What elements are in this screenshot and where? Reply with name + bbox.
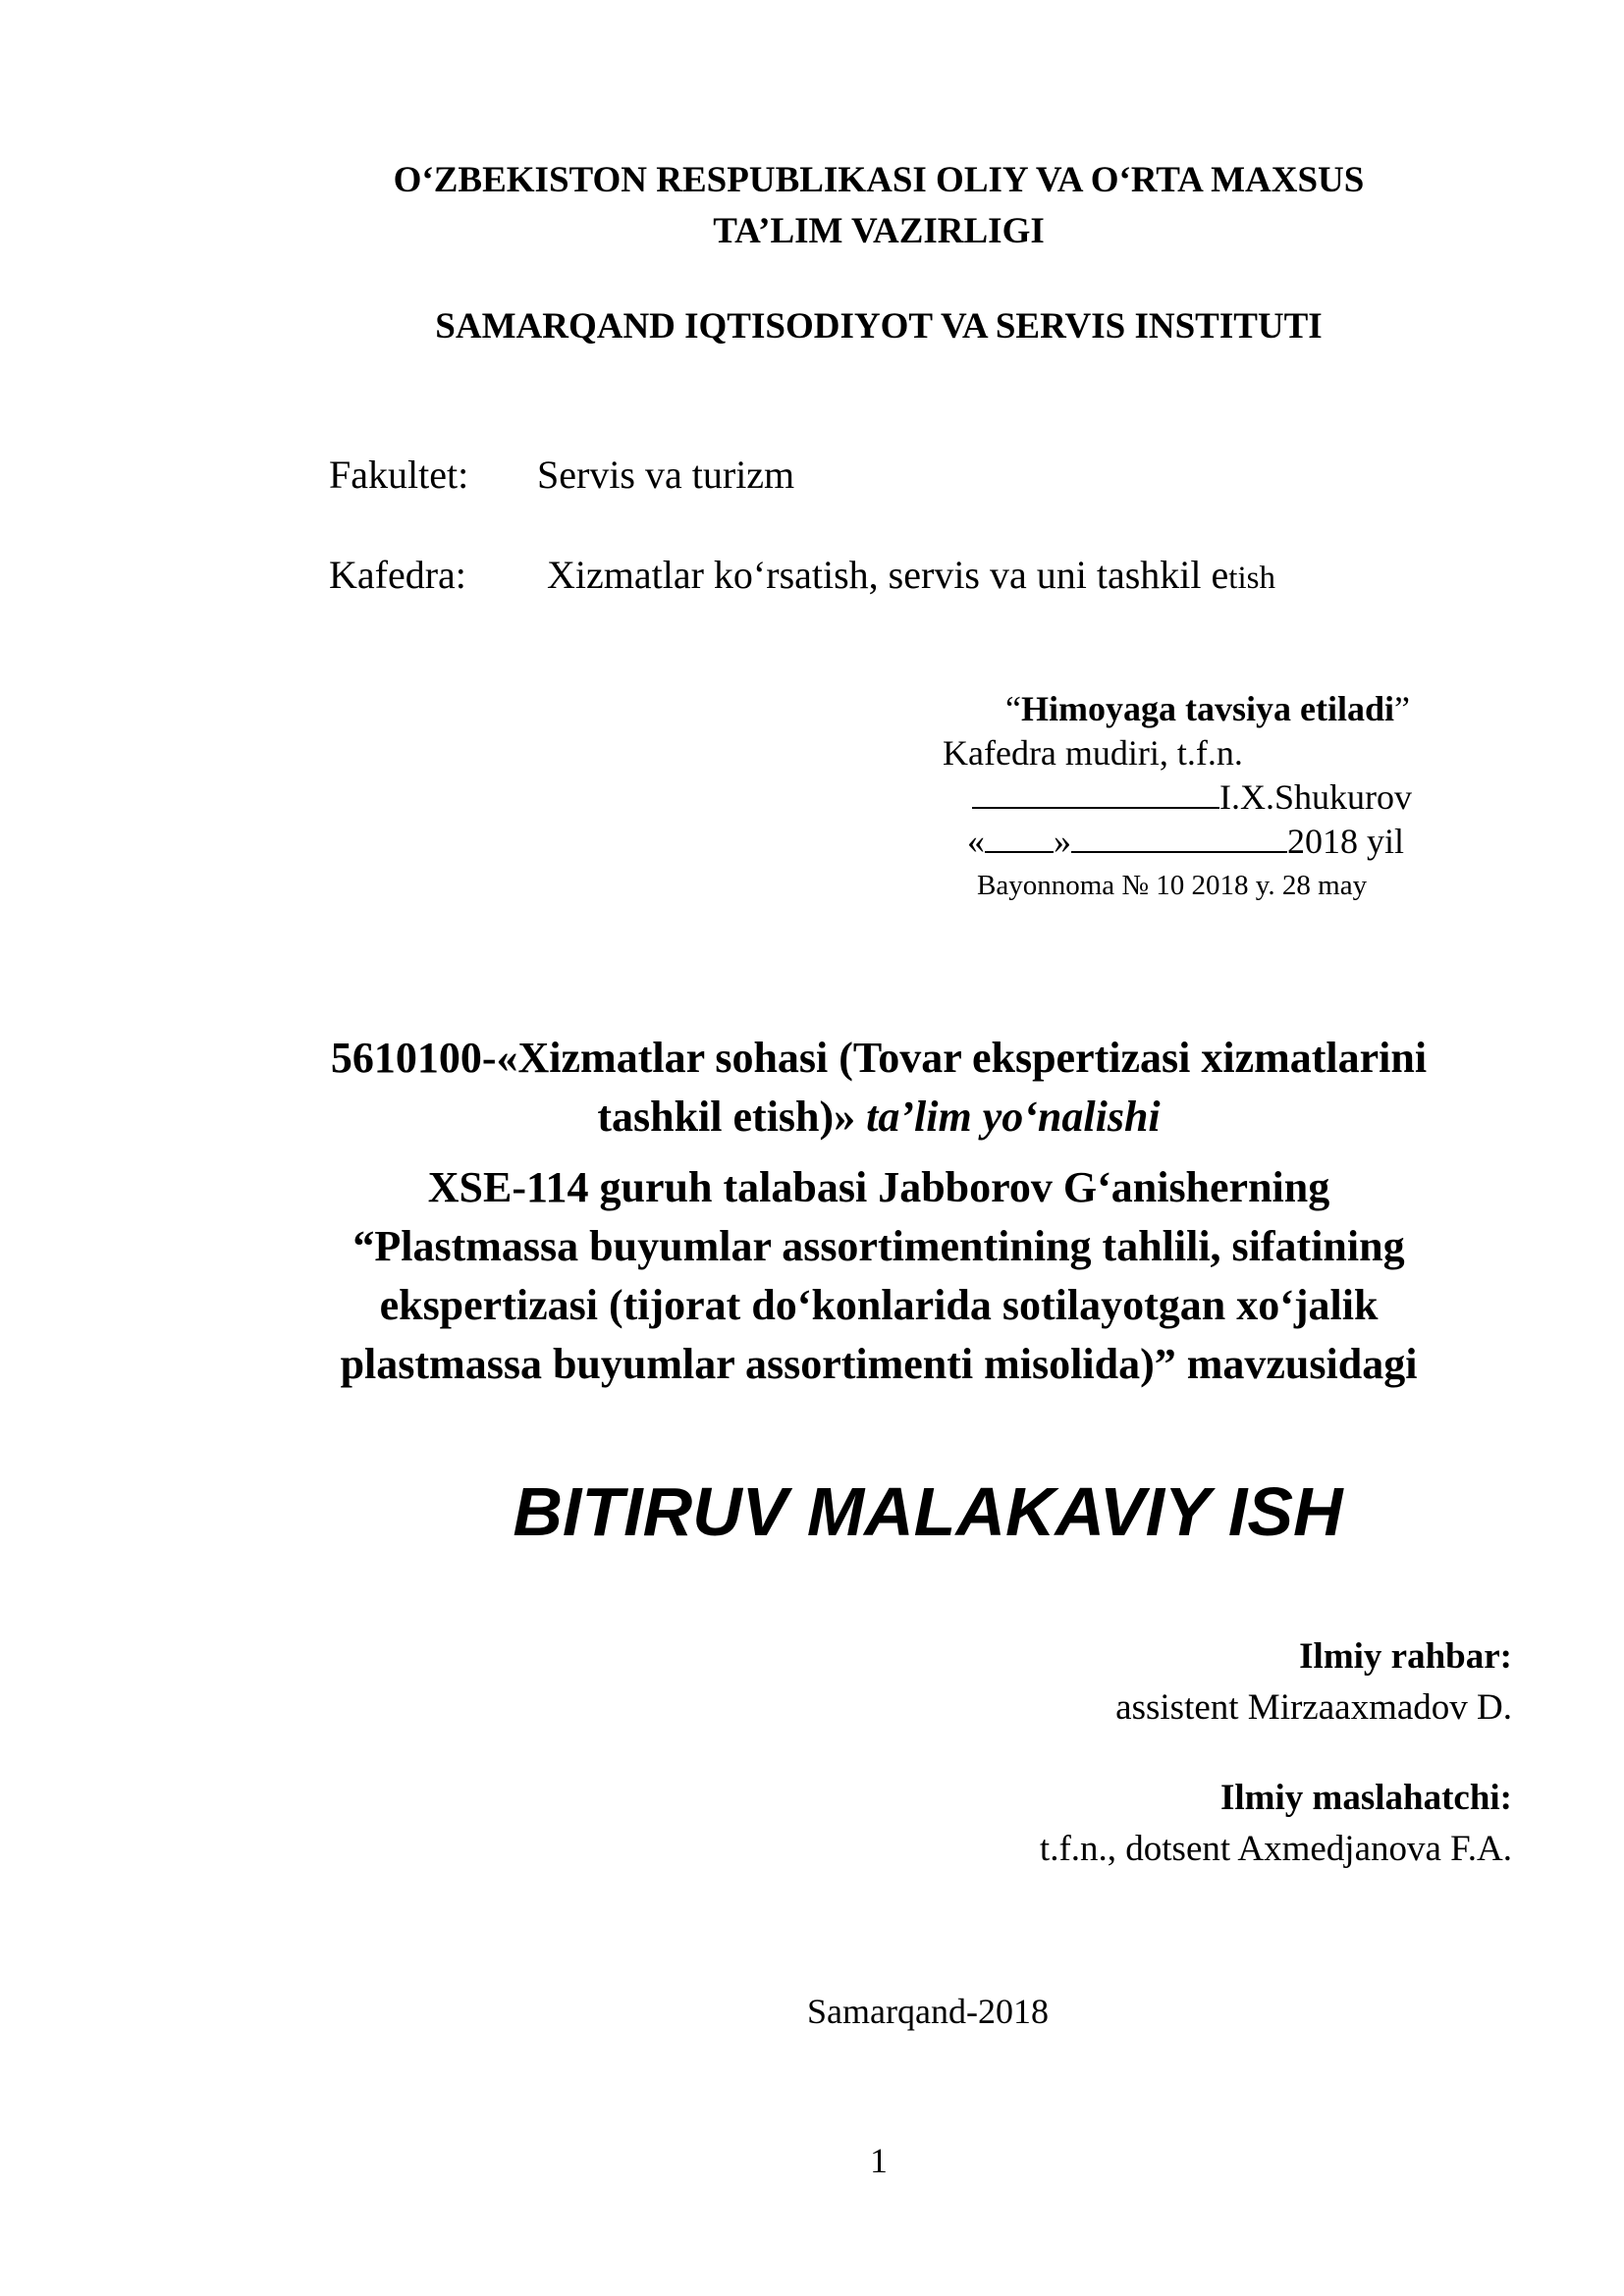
topic-line-1: XSE-114 guruh talabasi Jabborov G‘anisherning	[427, 1163, 1330, 1211]
faculty-value: Servis va turizm	[537, 453, 795, 497]
ministry-header	[0, 155, 1624, 257]
department-label: Kafedra:	[329, 553, 466, 597]
direction-line-2	[0, 1088, 1624, 1147]
date-month-underline	[1071, 820, 1287, 853]
supervisor-label: Ilmiy rahbar:	[1299, 1636, 1512, 1677]
approval-title-text: Himoyaga tavsiya etiladi	[1021, 689, 1394, 728]
advisor-name: t.f.n., dotsent Axmedjanova F.A.	[1039, 1829, 1512, 1869]
supervisor-name: assistent Mirzaaxmadov D.	[1115, 1687, 1512, 1728]
date-open-guillemet: «	[967, 822, 985, 861]
faculty-label: Fakultet:	[329, 453, 469, 497]
faculty-row	[329, 450, 794, 501]
direction-line-1: 5610100-«Xizmatlar sohasi (Tovar ekspertizasi xizmatlarini	[330, 1034, 1428, 1082]
department-row	[329, 550, 1275, 604]
thesis-topic	[0, 1158, 1624, 1394]
ministry-line-2: TA’LIM VAZIRLIGI	[713, 211, 1045, 251]
approval-signatory: I.X.Shukurov	[1219, 777, 1412, 817]
topic-line-4: plastmassa buyumlar assortimenti misolida)” mavzusidagi	[340, 1340, 1418, 1388]
approval-protocol: Bayonnoma № 10 2018 y. 28 may	[977, 870, 1368, 901]
signature-underline	[972, 775, 1219, 809]
direction-line-2-bold: tashkil etish)»	[597, 1093, 867, 1141]
date-close-guillemet: »	[1054, 822, 1071, 861]
topic-line-3: ekspertizasi (tijorat do‘konlarida sotilayotgan xo‘jalik	[379, 1281, 1379, 1329]
approval-date-line	[967, 820, 1488, 864]
department-value-main: Xizmatlar ko‘rsatish, servis va uni tashkil e	[547, 553, 1229, 597]
approval-open-quote: “	[1005, 689, 1021, 728]
study-direction	[0, 1029, 1624, 1147]
page-number: 1	[870, 2141, 888, 2180]
approval-close-quote: ”	[1394, 689, 1410, 728]
department-value	[547, 550, 1275, 604]
advisor-label: Ilmiy maslahatchi:	[1219, 1778, 1512, 1818]
topic-line-2: “Plastmassa buyumlar assortimentining tahlili, sifatining	[352, 1222, 1405, 1270]
ministry-line-1: O‘ZBEKISTON RESPUBLIKASI OLIY VA O‘RTA MAXSUS	[393, 160, 1365, 200]
date-day-underline	[985, 820, 1054, 853]
approval-position: Kafedra mudiri, t.f.n.	[943, 733, 1243, 773]
date-year: 2018 yil	[1287, 822, 1405, 861]
institute-name: SAMARQAND IQTISODIYOT VA SERVIS INSTITUTI	[435, 306, 1323, 347]
work-title: BITIRUV MALAKAVIY ISH	[513, 1473, 1343, 1550]
direction-line-2-italic: ta’lim yo‘nalishi	[866, 1093, 1161, 1141]
city-year: Samarqand-2018	[807, 1992, 1049, 2031]
approval-signature-line	[972, 775, 1483, 820]
department-value-end: tish	[1228, 561, 1275, 596]
approval-title	[943, 687, 1473, 731]
